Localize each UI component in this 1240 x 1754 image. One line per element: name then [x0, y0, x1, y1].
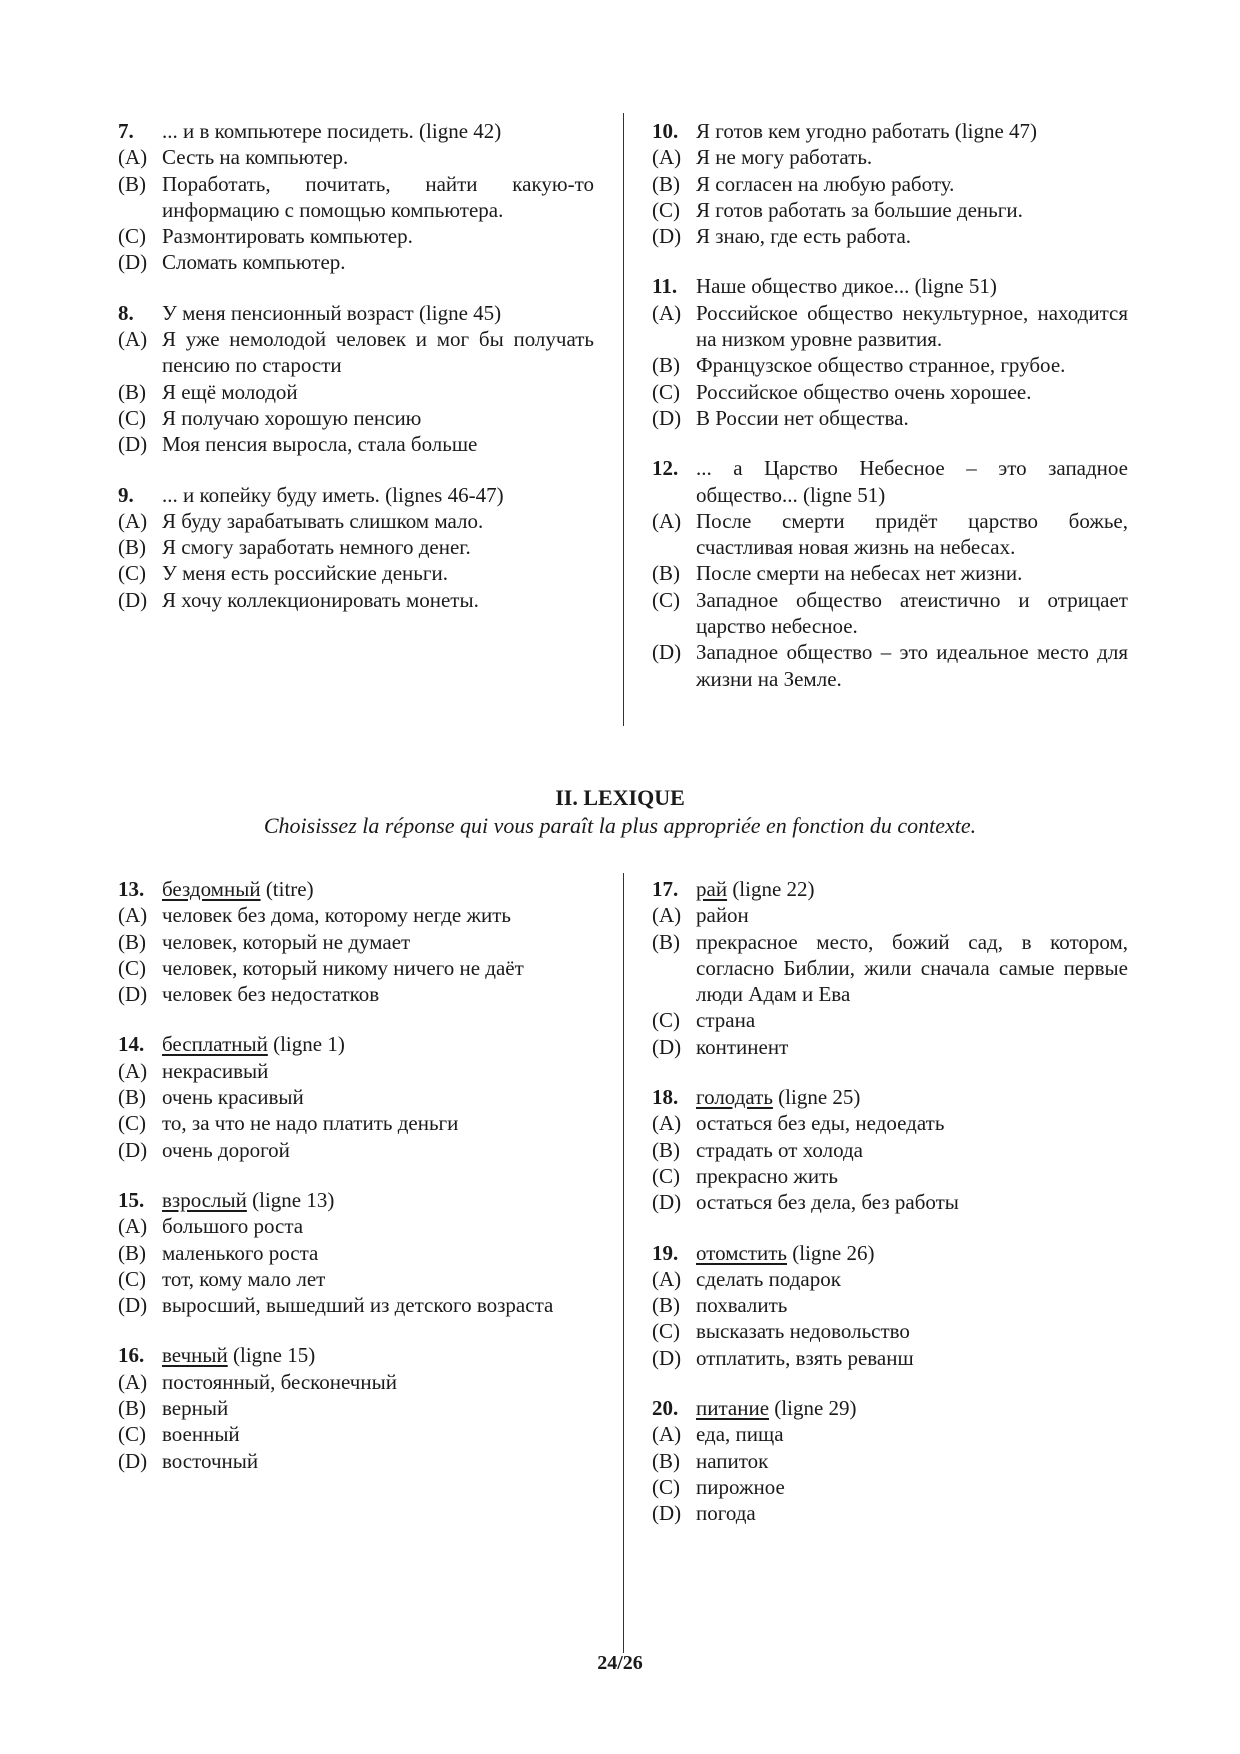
answer-option: [118, 171, 594, 224]
option-text: Я уже немолодой человек и мог бы получать пенсию по старости: [162, 327, 594, 378]
option-text: Я готов работать за большие деньги.: [696, 197, 1023, 222]
line-reference: (ligne 22): [732, 877, 815, 901]
option-label: (B): [652, 171, 680, 196]
option-label: (C): [118, 405, 146, 430]
question-text: [696, 1084, 1128, 1110]
answer-option: [652, 1292, 1128, 1318]
question-stem: [118, 1342, 594, 1368]
line-reference: (ligne 29): [774, 1396, 857, 1421]
option-label: (D): [652, 1345, 682, 1370]
option-text: Западное общество – это идеальное место для жизни на Земле.: [696, 640, 1128, 691]
option-label: (C): [652, 1008, 680, 1033]
question-text: [162, 1187, 594, 1213]
answer-option: [652, 171, 1128, 197]
option-text: остаться без дела, без работы: [696, 1190, 959, 1215]
answer-option: [652, 379, 1128, 405]
question-block: [652, 455, 1128, 692]
column-divider-top: [623, 113, 624, 726]
option-label: (C): [652, 197, 680, 222]
option-text: постоянный, бесконечный: [162, 1369, 397, 1394]
option-text: человек без дома, которому негде жить: [162, 903, 511, 928]
option-text: Размонтировать компьютер.: [162, 224, 413, 249]
option-label: (A): [652, 903, 682, 928]
question-text: ... а Царство Небесное – это западное общество... (ligne 51): [696, 456, 1128, 507]
question-number: 9.: [118, 482, 134, 507]
option-label: (B): [118, 929, 146, 954]
answer-option: [118, 1240, 594, 1266]
question-stem: [652, 1395, 1128, 1421]
option-text: Сломать компьютер.: [162, 250, 346, 275]
option-label: (C): [652, 1319, 680, 1344]
answer-option: [118, 955, 594, 981]
question-block: [118, 300, 594, 458]
option-label: (B): [118, 1396, 146, 1421]
option-text: погода: [696, 1501, 756, 1526]
answer-option: [118, 587, 594, 613]
option-text: некрасивый: [162, 1058, 269, 1083]
answer-option: [652, 300, 1128, 353]
answer-option: [652, 197, 1128, 223]
question-block: [118, 482, 594, 613]
question-block: [652, 1084, 1128, 1215]
question-number: 18.: [652, 1085, 679, 1110]
option-text: Западное общество атеистично и отрицает царство небесное.: [696, 587, 1128, 639]
questions-13-16: [118, 876, 594, 1498]
answer-option: [652, 929, 1128, 1008]
answer-option: [118, 223, 594, 249]
option-label: (A): [652, 300, 682, 325]
line-reference: (ligne 1): [273, 1032, 345, 1057]
option-text: человек без недостатков: [162, 982, 380, 1007]
option-label: (B): [652, 1293, 680, 1318]
option-text: верный: [162, 1396, 229, 1421]
answer-option: [118, 326, 594, 379]
option-text: У меня есть российские деньги.: [162, 561, 448, 586]
option-label: (A): [118, 903, 148, 928]
option-text: остаться без еды, недоедать: [696, 1111, 945, 1136]
question-block: [118, 1187, 594, 1318]
question-text: Наше общество дикое... (ligne 51): [696, 274, 997, 299]
option-text: Я не могу работать.: [696, 145, 873, 170]
answer-option: [118, 1110, 594, 1136]
question-text: У меня пенсионный возраст (ligne 45): [162, 300, 502, 325]
option-text: страдать от холода: [696, 1137, 863, 1162]
option-label: (D): [118, 432, 148, 457]
option-label: (A): [652, 1422, 682, 1447]
question-stem: [118, 1187, 594, 1213]
question-number: 7.: [118, 119, 134, 143]
answer-option: [118, 379, 594, 405]
answer-option: [118, 144, 594, 170]
option-text: Российское общество очень хорошее.: [696, 379, 1032, 404]
question-number: 15.: [118, 1187, 145, 1212]
option-label: (B): [118, 379, 146, 404]
answer-option: [652, 902, 1128, 928]
option-label: (B): [652, 1448, 680, 1473]
question-number: 16.: [118, 1343, 145, 1368]
question-stem: [652, 876, 1128, 902]
option-text: Поработать, почитать, найти какую-то информацию с помощью компьютера.: [162, 171, 594, 222]
option-text: напиток: [696, 1448, 769, 1473]
option-label: (A): [652, 508, 682, 533]
question-number: 8.: [118, 300, 134, 325]
option-text: Российское общество некультурное, находится на низком уровне развития.: [696, 300, 1128, 352]
line-reference: (ligne 25): [778, 1085, 861, 1110]
option-text: очень дорогой: [162, 1137, 290, 1162]
question-number: 14.: [118, 1032, 145, 1057]
answer-option: [118, 431, 594, 457]
question-stem: [118, 118, 594, 144]
option-label: (C): [652, 1474, 680, 1499]
option-text: Я согласен на любую работу.: [696, 171, 955, 196]
option-text: Моя пенсия выросла, стала больше: [162, 432, 478, 457]
question-text: [696, 876, 1128, 902]
option-text: Французское общество странное, грубое.: [696, 353, 1066, 378]
option-label: (D): [118, 250, 148, 275]
option-text: сделать подарок: [696, 1266, 841, 1291]
question-block: [118, 118, 594, 276]
answer-option: [118, 1266, 594, 1292]
option-text: Я буду зарабатывать слишком мало.: [162, 508, 484, 533]
answer-option: [652, 1007, 1128, 1033]
option-label: (D): [652, 1501, 682, 1526]
answer-option: [652, 587, 1128, 640]
option-label: (A): [118, 327, 148, 352]
answer-option: [118, 1369, 594, 1395]
answer-option: [652, 1163, 1128, 1189]
question-text: Я готов кем угодно работать (ligne 47): [696, 119, 1038, 143]
answer-option: [652, 1345, 1128, 1371]
question-block: [118, 876, 594, 1007]
question-text: [162, 876, 594, 902]
option-label: (A): [118, 145, 148, 170]
option-label: (D): [118, 587, 148, 612]
option-label: (D): [118, 1448, 148, 1473]
answer-option: [652, 1137, 1128, 1163]
option-label: (A): [118, 1214, 148, 1239]
answer-option: [652, 560, 1128, 586]
answer-option: [118, 405, 594, 431]
question-number: 20.: [652, 1396, 679, 1421]
target-word: питание: [696, 1396, 770, 1421]
option-text: страна: [696, 1008, 756, 1033]
answer-option: [118, 1058, 594, 1084]
answer-option: [118, 902, 594, 928]
option-label: (C): [118, 955, 146, 980]
question-block: [118, 1031, 594, 1162]
answer-option: [118, 1213, 594, 1239]
question-text: ... и копейку буду иметь. (lignes 46-47): [162, 482, 504, 507]
answer-option: [118, 929, 594, 955]
option-text: После смерти придёт царство божье, счастливая новая жизнь на небесах.: [696, 508, 1128, 560]
option-label: (C): [118, 1111, 146, 1136]
answer-option: [118, 508, 594, 534]
option-label: (B): [652, 353, 680, 378]
target-word: вечный: [162, 1343, 228, 1368]
question-stem: [652, 455, 1128, 508]
answer-option: [652, 1189, 1128, 1215]
target-word: голодать: [696, 1085, 773, 1110]
answer-option: [118, 560, 594, 586]
line-reference: (ligne 13): [252, 1187, 335, 1212]
question-stem: [652, 1084, 1128, 1110]
option-label: (B): [652, 561, 680, 586]
option-label: (B): [118, 1085, 146, 1110]
option-label: (C): [118, 224, 146, 249]
page-number: 24/26: [597, 1652, 643, 1674]
option-label: (D): [652, 224, 682, 249]
question-number: 17.: [652, 877, 679, 901]
column-divider-bottom: [623, 873, 624, 1653]
section-instructions: Choisissez la réponse qui vous paraît la plus appropriée en fonction du contexte.: [263, 813, 977, 838]
question-stem: [118, 876, 594, 902]
question-text: [162, 1342, 594, 1368]
option-text: высказать недовольство: [696, 1319, 910, 1344]
answer-option: [118, 981, 594, 1007]
option-text: очень красивый: [162, 1085, 304, 1110]
option-label: (A): [652, 1266, 682, 1291]
question-text: [162, 1031, 594, 1057]
target-word: рай: [696, 877, 728, 901]
question-block: [652, 1240, 1128, 1371]
option-label: (C): [118, 1266, 146, 1291]
option-label: (A): [118, 1058, 148, 1083]
option-text: пирожное: [696, 1474, 785, 1499]
answer-option: [652, 1421, 1128, 1447]
question-block: [652, 1395, 1128, 1526]
option-label: (B): [652, 929, 680, 954]
option-label: (C): [118, 561, 146, 586]
option-text: Я смогу заработать немного денег.: [162, 535, 471, 560]
question-stem: [652, 273, 1128, 299]
option-text: человек, который никому ничего не даёт: [162, 955, 524, 980]
answer-option: [652, 1266, 1128, 1292]
line-reference: (ligne 26): [792, 1240, 875, 1265]
answer-option: [652, 1318, 1128, 1344]
question-stem: [652, 118, 1128, 144]
question-stem: [118, 300, 594, 326]
answer-option: [652, 508, 1128, 561]
questions-10-12: [652, 118, 1128, 716]
answer-option: [652, 223, 1128, 249]
option-text: В России нет общества.: [696, 405, 909, 430]
option-label: (C): [118, 1422, 146, 1447]
question-block: [652, 876, 1128, 1060]
option-text: Я знаю, где есть работа.: [696, 224, 912, 249]
option-label: (A): [118, 1369, 148, 1394]
question-number: 19.: [652, 1240, 679, 1265]
option-text: район: [696, 903, 749, 928]
answer-option: [118, 1395, 594, 1421]
option-label: (B): [118, 1240, 146, 1265]
option-text: Я хочу коллекционировать монеты.: [162, 587, 479, 612]
option-text: Сесть на компьютер.: [162, 145, 349, 170]
question-stem: [118, 1031, 594, 1057]
option-text: большого роста: [162, 1214, 304, 1239]
option-text: прекрасно жить: [696, 1163, 838, 1188]
option-label: (D): [652, 640, 682, 665]
option-label: (D): [652, 1190, 682, 1215]
answer-option: [652, 639, 1128, 692]
option-text: то, за что не надо платить деньги: [162, 1111, 459, 1136]
option-label: (B): [652, 1137, 680, 1162]
answer-option: [118, 249, 594, 275]
question-stem: [118, 482, 594, 508]
option-text: Я ещё молодой: [162, 379, 298, 404]
option-label: (A): [652, 145, 682, 170]
answer-option: [118, 1292, 594, 1318]
option-label: (D): [652, 405, 682, 430]
line-reference: (ligne 15): [233, 1343, 316, 1368]
option-text: маленького роста: [162, 1240, 319, 1265]
option-label: (D): [118, 982, 148, 1007]
answer-option: [118, 1137, 594, 1163]
option-label: (D): [118, 1293, 148, 1318]
option-text: военный: [162, 1422, 240, 1447]
question-text: [696, 1240, 1128, 1266]
answer-option: [652, 144, 1128, 170]
target-word: взрослый: [162, 1187, 247, 1212]
answer-option: [652, 352, 1128, 378]
question-text: [696, 1395, 1128, 1421]
option-text: еда, пища: [696, 1422, 784, 1447]
answer-option: [652, 1110, 1128, 1136]
question-block: [652, 118, 1128, 249]
line-reference: (titre): [265, 877, 314, 901]
option-text: похвалить: [696, 1293, 788, 1318]
target-word: бездомный: [162, 877, 261, 901]
answer-option: [652, 1500, 1128, 1526]
question-number: 10.: [652, 119, 679, 143]
option-text: отплатить, взять реванш: [696, 1345, 914, 1370]
option-text: тот, кому мало лет: [162, 1266, 326, 1291]
option-label: (A): [652, 1111, 682, 1136]
option-text: восточный: [162, 1448, 259, 1473]
question-block: [118, 1342, 594, 1473]
option-label: (B): [118, 535, 146, 560]
section-title: II. LEXIQUE: [555, 785, 685, 810]
question-number: 13.: [118, 877, 145, 901]
question-text: ... и в компьютере посидеть. (ligne 42): [162, 119, 502, 143]
target-word: отомстить: [696, 1240, 788, 1265]
answer-option: [652, 1448, 1128, 1474]
target-word: бесплатный: [162, 1032, 268, 1057]
option-label: (D): [118, 1137, 148, 1162]
option-label: (C): [652, 1163, 680, 1188]
question-stem: [652, 1240, 1128, 1266]
answer-option: [652, 405, 1128, 431]
questions-7-9: [118, 118, 594, 637]
option-label: (A): [118, 508, 148, 533]
question-number: 11.: [652, 274, 678, 299]
answer-option: [652, 1034, 1128, 1060]
option-text: Я получаю хорошую пенсию: [162, 405, 422, 430]
option-label: (B): [118, 171, 146, 196]
questions-17-20: [652, 876, 1128, 1551]
option-text: После смерти на небесах нет жизни.: [696, 561, 1023, 586]
question-block: [652, 273, 1128, 431]
option-text: выросший, вышедший из детского возраста: [162, 1293, 554, 1318]
option-text: человек, который не думает: [162, 929, 411, 954]
option-text: прекрасное место, божий сад, в котором, согласно Библии, жили сначала самые первые люди Адам и Ева: [696, 929, 1128, 1007]
answer-option: [118, 1448, 594, 1474]
answer-option: [118, 534, 594, 560]
answer-option: [118, 1421, 594, 1447]
option-label: (C): [652, 587, 680, 612]
question-number: 12.: [652, 456, 679, 481]
answer-option: [118, 1084, 594, 1110]
option-text: континент: [696, 1034, 789, 1059]
option-label: (D): [652, 1034, 682, 1059]
option-label: (C): [652, 379, 680, 404]
answer-option: [652, 1474, 1128, 1500]
